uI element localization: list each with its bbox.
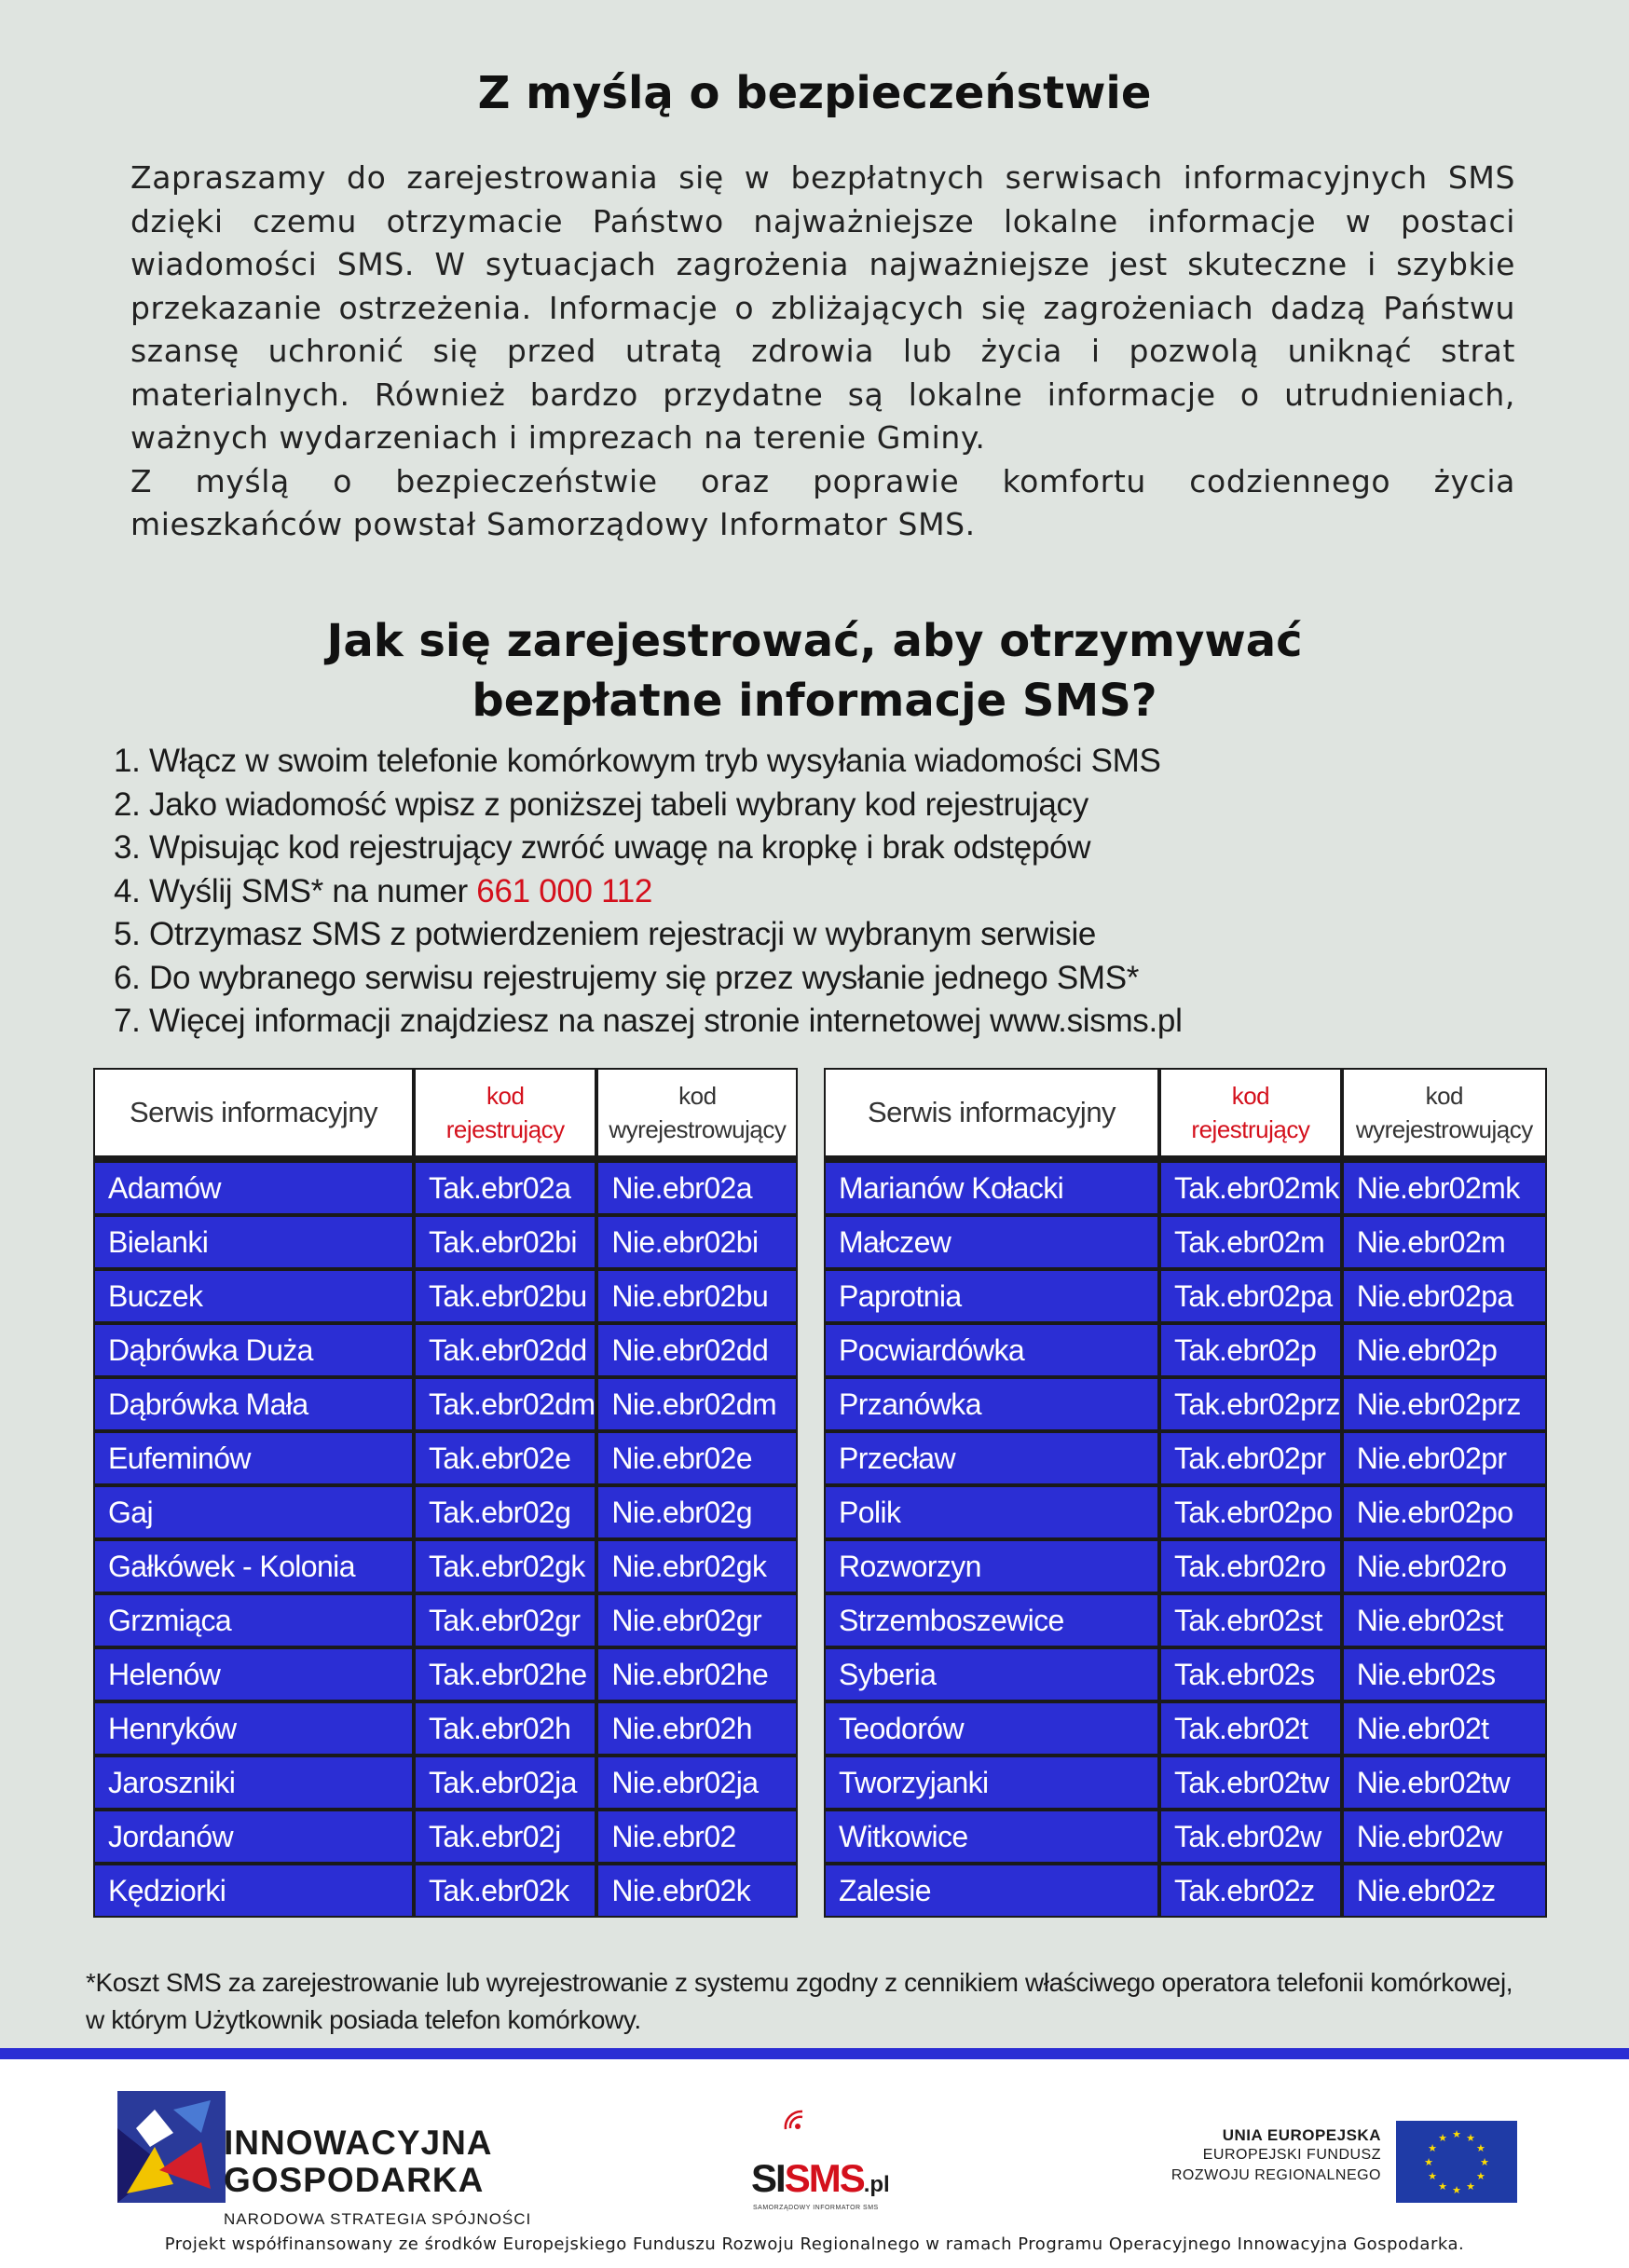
section-title-line: Jak się zarejestrować, aby otrzymywać [326,615,1303,667]
service-name: Pocwiardówka [824,1323,1159,1377]
footer-divider [0,2048,1629,2059]
ig-line: GOSPODARKA [224,2161,485,2199]
table-header-row [93,1068,798,1157]
service-name: Eufeminów [93,1431,414,1485]
step-item: 1. Włącz w swoim telefonie komórkowym tryb wysyłania wiadomości SMS [114,743,1161,779]
service-name: Jaroszniki [93,1756,414,1810]
table-row [93,1323,798,1377]
register-code: Tak.ebr02z [1159,1864,1342,1918]
header-register-code [414,1068,596,1157]
page-title: Z myślą o bezpieczeństwie [477,67,1152,119]
table-row [93,1269,798,1323]
register-code: Tak.ebr02k [414,1864,596,1918]
header-service: Serwis informacyjny [93,1068,414,1157]
unregister-code: Nie.ebr02z [1342,1864,1547,1918]
table-row [824,1377,1547,1431]
eu-star-icon: ★ [1466,2180,1475,2193]
header-service: Serwis informacyjny [824,1068,1159,1157]
service-name: Rozworzyn [824,1539,1159,1593]
eu-line: UNIA EUROPEJSKA [1222,2126,1381,2144]
intro-line: dzięki czemu otrzymacie Państwo najważniejsze lokalne informacje w postaci [130,202,1515,239]
register-code: Tak.ebr02w [1159,1810,1342,1864]
service-name: Adamów [93,1157,414,1215]
intro-line: materialnych. Również bardzo przydatne są lokalne informacje o utrudnieniach, [130,376,1515,413]
service-name: Przanówka [824,1377,1159,1431]
table-row [93,1756,798,1810]
eu-flag-icon [1396,2121,1517,2203]
service-name: Kędziorki [93,1864,414,1918]
service-name: Polik [824,1485,1159,1539]
unregister-code: Nie.ebr02g [596,1485,798,1539]
header-unregister-code [1342,1068,1547,1157]
register-code: Tak.ebr02ja [414,1756,596,1810]
unregister-code: Nie.ebr02a [596,1157,798,1215]
unregister-code: Nie.ebr02mk [1342,1157,1547,1215]
sisms-antenna-icon [751,2108,882,2164]
table-row [93,1864,798,1918]
header-label: kod [1231,1082,1270,1110]
register-code: Tak.ebr02j [414,1810,596,1864]
unregister-code: Nie.ebr02gr [596,1593,798,1647]
eu-star-icon: ★ [1480,2157,1489,2168]
service-name: Dąbrówka Duża [93,1323,414,1377]
register-code: Tak.ebr02prz [1159,1377,1342,1431]
step-item: 2. Jako wiadomość wpisz z poniższej tabeli wybrany kod rejestrujący [114,786,1088,823]
service-name: Jordanów [93,1810,414,1864]
header-unregister-code [596,1068,798,1157]
section-title [0,611,1629,731]
step-item: 5. Otrzymasz SMS z potwierdzeniem rejestracji w wybranym serwisie [114,916,1097,952]
table-row [93,1485,798,1539]
header-label: kod [678,1082,717,1110]
table-row [824,1701,1547,1756]
register-code: Tak.ebr02t [1159,1701,1342,1756]
register-code: Tak.ebr02e [414,1431,596,1485]
unregister-code: Nie.ebr02h [596,1701,798,1756]
table-row [93,1701,798,1756]
register-code: Tak.ebr02tw [1159,1756,1342,1810]
eu-star-icon: ★ [1452,2185,1461,2196]
register-code: Tak.ebr02bi [414,1215,596,1269]
unregister-code: Nie.ebr02ro [1342,1539,1547,1593]
table-row [93,1647,798,1701]
eu-star-icon: ★ [1438,2133,1447,2145]
register-code: Tak.ebr02g [414,1485,596,1539]
table-header-row [824,1068,1547,1157]
service-name: Przecław [824,1431,1159,1485]
register-code: Tak.ebr02gr [414,1593,596,1647]
section-title-line: bezpłatne informacje SMS? [472,675,1157,727]
service-name: Henryków [93,1701,414,1756]
table-row [93,1810,798,1864]
register-code: Tak.ebr02pr [1159,1431,1342,1485]
table-row [93,1215,798,1269]
register-code: Tak.ebr02mk [1159,1157,1342,1215]
register-code: Tak.ebr02pa [1159,1269,1342,1323]
header-label: kod [1425,1082,1463,1110]
step-item: 6. Do wybranego serwisu rejestrujemy się przez wysłanie jednego SMS* [114,959,1140,996]
innowacyjna-gospodarka-text [224,2125,531,2229]
sisms-part: .pl [863,2172,890,2197]
step-4-text: 4. Wyślij SMS* na numer [114,872,477,909]
register-code: Tak.ebr02dm [414,1377,596,1431]
service-name: Witkowice [824,1810,1159,1864]
service-name: Marianów Kołacki [824,1157,1159,1215]
unregister-code: Nie.ebr02po [1342,1485,1547,1539]
table-row [824,1431,1547,1485]
ig-line: NARODOWA STRATEGIA SPÓJNOŚCI [224,2210,532,2228]
unregister-code: Nie.ebr02pr [1342,1431,1547,1485]
unregister-code: Nie.ebr02 [596,1810,798,1864]
eu-line: ROZWOJU REGIONALNEGO [1170,2167,1381,2183]
eu-star-icon: ★ [1476,2143,1485,2154]
unregister-code: Nie.ebr02bu [596,1269,798,1323]
register-code: Tak.ebr02h [414,1701,596,1756]
eu-star-icon: ★ [1476,2171,1485,2182]
ig-line: INNOWACYJNA [224,2124,493,2162]
table-row [93,1431,798,1485]
unregister-code: Nie.ebr02dd [596,1323,798,1377]
table-row [824,1323,1547,1377]
register-code: Tak.ebr02gk [414,1539,596,1593]
header-label: rejestrujący [1191,1115,1310,1143]
intro-line: mieszkańców powstał Samorządowy Informator SMS. [130,506,976,542]
service-name: Zalesie [824,1864,1159,1918]
header-label: wyrejestrowujący [609,1115,787,1143]
register-code: Tak.ebr02bu [414,1269,596,1323]
eu-star-icon: ★ [1466,2133,1475,2145]
unregister-code: Nie.ebr02bi [596,1215,798,1269]
unregister-code: Nie.ebr02e [596,1431,798,1485]
register-code: Tak.ebr02he [414,1647,596,1701]
intro-line: przekazanie ostrzeżenia. Informacje o zbliżających się zagrożeniach dadzą Państwu [130,289,1515,326]
service-name: Helenów [93,1647,414,1701]
unregister-code: Nie.ebr02st [1342,1593,1547,1647]
service-name: Dąbrówka Mała [93,1377,414,1431]
unregister-code: Nie.ebr02m [1342,1215,1547,1269]
intro-line: szansę uchronić się przed utratą zdrowia lub życia i pozwolą uniknąć strat [130,333,1515,369]
service-name: Grzmiąca [93,1593,414,1647]
table-row [93,1157,798,1215]
services-table-left [93,1068,798,1918]
footnote-line: w którym Użytkownik posiada telefon komórkowy. [86,2005,641,2034]
table-row [824,1269,1547,1323]
sisms-part: SI [751,2156,785,2200]
unregister-code: Nie.ebr02dm [596,1377,798,1431]
intro-line: ważnych wydarzeniach i imprezach na terenie Gminy. [130,419,986,456]
eu-line: EUROPEJSKI FUNDUSZ [1202,2147,1381,2163]
intro-text [130,157,1515,547]
services-table-right [824,1068,1547,1918]
unregister-code: Nie.ebr02ja [596,1756,798,1810]
service-name: Gaj [93,1485,414,1539]
table-row [824,1157,1547,1215]
service-name: Syberia [824,1647,1159,1701]
header-label: rejestrujący [445,1115,565,1143]
table-row [824,1864,1547,1918]
innowacyjna-gospodarka-logo-icon [117,2091,226,2203]
service-name: Strzemboszewice [824,1593,1159,1647]
unregister-code: Nie.ebr02w [1342,1810,1547,1864]
service-name: Małczew [824,1215,1159,1269]
eu-star-icon: ★ [1428,2171,1437,2182]
service-name: Bielanki [93,1215,414,1269]
header-label: kod [486,1082,525,1110]
header-register-code [1159,1068,1342,1157]
table-row [824,1647,1547,1701]
table-row [93,1539,798,1593]
unregister-code: Nie.ebr02gk [596,1539,798,1593]
register-code: Tak.ebr02dd [414,1323,596,1377]
table-row [824,1593,1547,1647]
step-item [114,870,1183,914]
eu-text [1171,2126,1381,2186]
registration-steps [114,740,1183,1044]
table-row [93,1377,798,1431]
unregister-code: Nie.ebr02p [1342,1323,1547,1377]
register-code: Tak.ebr02ro [1159,1539,1342,1593]
register-code: Tak.ebr02m [1159,1215,1342,1269]
table-row [93,1593,798,1647]
unregister-code: Nie.ebr02k [596,1864,798,1918]
intro-line: Zapraszamy do zarejestrowania się w bezpłatnych serwisach informacyjnych SMS [130,159,1515,196]
step-item: 3. Wpisując kod rejestrujący zwróć uwagę na kropkę i brak odstępów [114,829,1091,866]
sisms-part: SMS [784,2156,864,2200]
service-name: Paprotnia [824,1269,1159,1323]
table-row [824,1215,1547,1269]
service-name: Teodorów [824,1701,1159,1756]
cost-footnote [86,1964,1567,2039]
sms-number: 661 000 112 [476,872,653,909]
footnote-line: *Koszt SMS za zarejestrowanie lub wyrejestrowanie z systemu zgodny z cennikiem właściwego operatora telefonii komórkowej, [86,1968,1513,1997]
table-row [824,1539,1547,1593]
eu-star-icon: ★ [1452,2129,1461,2140]
unregister-code: Nie.ebr02prz [1342,1377,1547,1431]
unregister-code: Nie.ebr02t [1342,1701,1547,1756]
service-name: Gałkówek - Kolonia [93,1539,414,1593]
step-item: 7. Więcej informacji znajdziesz na naszej stronie internetowej www.sisms.pl [114,1003,1183,1039]
eu-star-icon: ★ [1438,2180,1447,2193]
funding-statement: Projekt współfinansowany ze środków Europejskiego Funduszu Rozwoju Regionalnego w ramach Programu Operacyjnego Innowacyjna Gospodarka. [164,2234,1465,2254]
service-name: Tworzyjanki [824,1756,1159,1810]
unregister-code: Nie.ebr02s [1342,1647,1547,1701]
eu-star-icon: ★ [1428,2143,1437,2154]
sisms-logo [751,2156,890,2201]
unregister-code: Nie.ebr02tw [1342,1756,1547,1810]
eu-star-icon: ★ [1424,2157,1433,2168]
unregister-code: Nie.ebr02he [596,1647,798,1701]
register-code: Tak.ebr02st [1159,1593,1342,1647]
register-code: Tak.ebr02p [1159,1323,1342,1377]
header-label: wyrejestrowujący [1355,1115,1533,1143]
unregister-code: Nie.ebr02pa [1342,1269,1547,1323]
intro-line: Z myślą o bezpieczeństwie oraz poprawie komfortu codziennego życia [130,462,1515,499]
table-row [824,1485,1547,1539]
register-code: Tak.ebr02a [414,1157,596,1215]
register-code: Tak.ebr02po [1159,1485,1342,1539]
service-name: Buczek [93,1269,414,1323]
register-code: Tak.ebr02s [1159,1647,1342,1701]
intro-line: wiadomości SMS. W sytuacjach zagrożenia najważniejsze jest skuteczne i szybkie [130,246,1515,282]
table-row [824,1756,1547,1810]
table-row [824,1810,1547,1864]
sisms-subtitle: SAMORZĄDOWY INFORMATOR SMS [753,2205,879,2211]
